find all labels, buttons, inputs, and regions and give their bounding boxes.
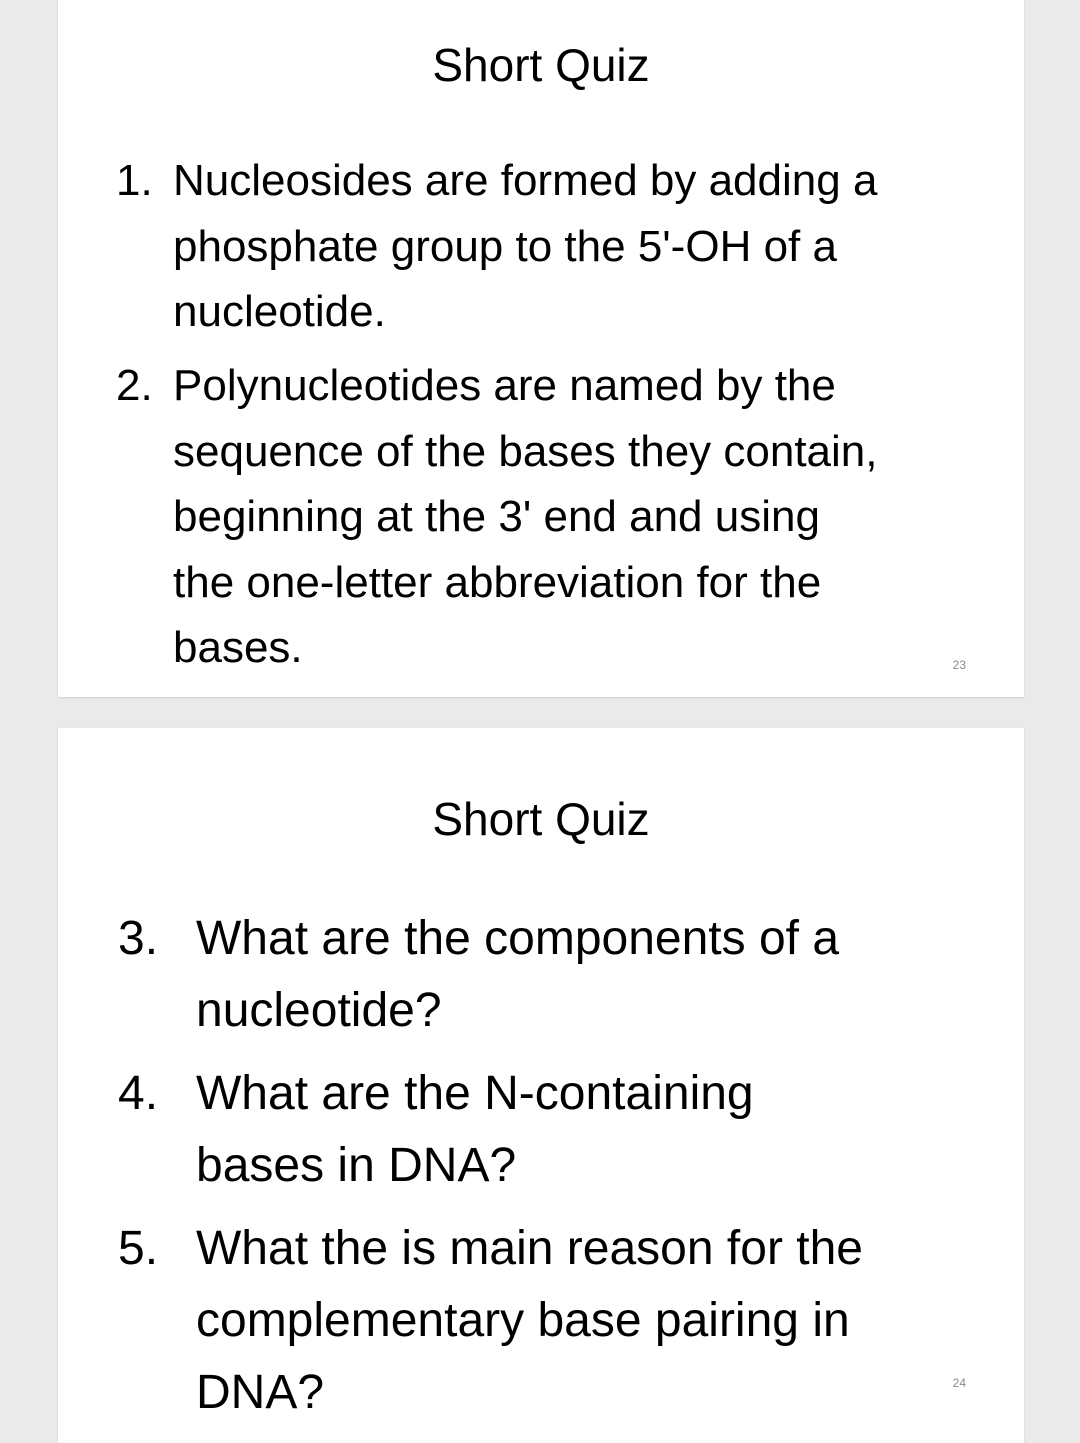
item-line: What are the N-containing: [196, 1067, 754, 1120]
item-line: nucleotide?: [196, 984, 442, 1037]
item-line: complementary base pairing in: [196, 1294, 850, 1347]
item-line: phosphate group to the 5'-OH of a: [173, 221, 837, 271]
item-text: [196, 903, 839, 1047]
page-number: 23: [952, 658, 966, 672]
slide-title: Short Quiz: [432, 39, 650, 91]
item-line: bases in DNA?: [196, 1139, 517, 1192]
item-line: Polynucleotides are named by the: [173, 361, 836, 410]
slide-23: [58, 0, 1024, 697]
quiz-item-1: [116, 148, 877, 345]
item-number: 1.: [116, 156, 153, 205]
quiz-item-3: [118, 903, 839, 1047]
item-text: [196, 1058, 754, 1202]
page-number: 24: [952, 1376, 966, 1390]
item-number: 5.: [118, 1222, 159, 1275]
item-text: [173, 148, 877, 345]
item-text: [173, 353, 878, 681]
item-line: the one-letter abbreviation for the: [173, 557, 822, 607]
item-line: nucleotide.: [173, 287, 386, 336]
quiz-item-4: [118, 1058, 754, 1202]
item-text: [196, 1213, 863, 1429]
quiz-item-2: [116, 353, 878, 681]
item-number: 2.: [116, 361, 153, 410]
item-line: bases.: [173, 623, 303, 672]
slide-title: Short Quiz: [432, 793, 650, 845]
item-line: beginning at the 3' end and using: [173, 492, 820, 541]
slide-24: [58, 728, 1024, 1443]
item-line: DNA?: [196, 1366, 325, 1419]
item-line: What are the components of a: [196, 912, 840, 965]
item-line: sequence of the bases they contain,: [173, 426, 878, 476]
item-line: Nucleosides are formed by adding a: [173, 156, 878, 205]
item-number: 3.: [118, 912, 159, 965]
item-number: 4.: [118, 1067, 159, 1120]
quiz-item-5: [118, 1213, 863, 1429]
item-line: What the is main reason for the: [196, 1222, 863, 1275]
